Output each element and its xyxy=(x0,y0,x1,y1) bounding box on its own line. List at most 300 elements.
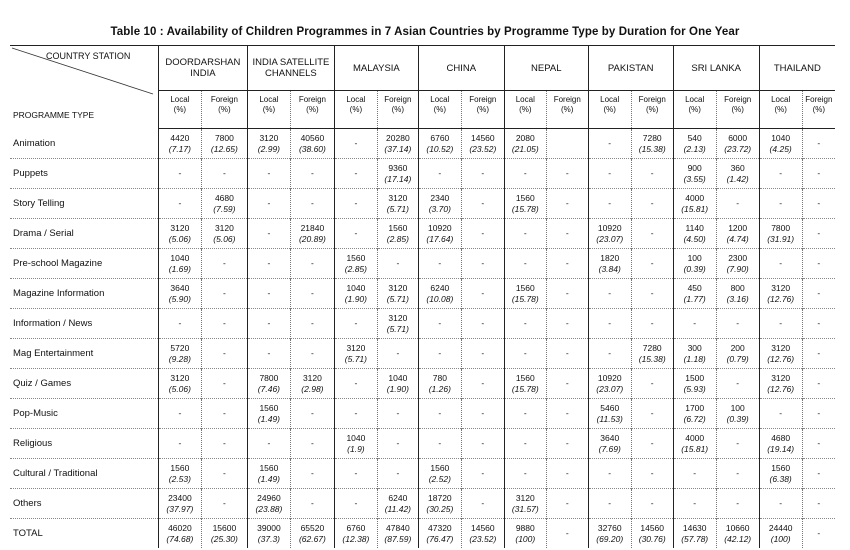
duration-value: - xyxy=(608,198,612,208)
value-cell xyxy=(716,309,759,339)
local-subheader: Local (%) xyxy=(418,91,461,129)
value-cell xyxy=(588,459,631,489)
duration-value: - xyxy=(565,438,569,448)
value-cell xyxy=(588,159,631,189)
percent-value: (76.47) xyxy=(426,533,454,544)
value-cell xyxy=(588,369,631,399)
table-row xyxy=(10,219,835,249)
value-cell xyxy=(201,489,247,519)
table-row xyxy=(10,249,835,279)
duration-value: 4000 xyxy=(685,432,705,443)
duration-value: - xyxy=(736,198,740,208)
value-cell xyxy=(418,129,461,159)
value-cell xyxy=(158,489,201,519)
value-cell xyxy=(588,489,631,519)
duration-value: 800 xyxy=(730,282,745,293)
duration-value: - xyxy=(650,438,654,448)
station-header: NEPAL xyxy=(504,46,588,91)
duration-value: 6240 xyxy=(388,492,408,503)
duration-value: - xyxy=(310,288,314,298)
percent-value: (2.99) xyxy=(257,143,281,154)
value-cell xyxy=(673,459,716,489)
duration-value: 1560 xyxy=(430,462,450,473)
value-cell xyxy=(802,129,835,159)
value-cell xyxy=(158,219,201,249)
duration-value: - xyxy=(178,408,182,418)
value-cell xyxy=(158,189,201,219)
duration-value: - xyxy=(354,138,358,148)
value-cell xyxy=(461,339,504,369)
programme-type-label: PROGRAMME TYPE xyxy=(13,110,95,120)
value-cell xyxy=(334,399,377,429)
value-cell xyxy=(673,429,716,459)
value-cell xyxy=(290,219,334,249)
local-subheader: Local (%) xyxy=(158,91,201,129)
percent-value: (74.68) xyxy=(166,533,194,544)
value-cell xyxy=(673,189,716,219)
value-cell xyxy=(334,519,377,549)
value-cell xyxy=(504,429,546,459)
value-cell xyxy=(418,159,461,189)
duration-value: 1560 xyxy=(515,282,535,293)
duration-value: - xyxy=(817,348,821,358)
value-cell xyxy=(802,489,835,519)
value-cell xyxy=(158,159,201,189)
value-cell xyxy=(631,489,673,519)
value-cell xyxy=(377,159,418,189)
value-cell xyxy=(461,309,504,339)
value-cell xyxy=(546,519,588,549)
duration-value: 39000 xyxy=(257,522,281,533)
duration-value: 4680 xyxy=(771,432,791,443)
value-cell xyxy=(546,459,588,489)
value-cell xyxy=(716,429,759,459)
value-cell xyxy=(290,189,334,219)
duration-value: 1820 xyxy=(600,252,620,263)
duration-value: 1700 xyxy=(685,402,705,413)
duration-value: 1140 xyxy=(685,222,704,233)
station-header: CHINA xyxy=(418,46,504,91)
duration-value: - xyxy=(481,318,485,328)
percent-value: (30.76) xyxy=(638,533,666,544)
value-cell xyxy=(247,309,290,339)
programme-type-cell: Story Telling xyxy=(10,189,158,219)
duration-value: 1040 xyxy=(346,282,366,293)
percent-value: (3.70) xyxy=(428,203,451,214)
value-cell xyxy=(334,249,377,279)
value-cell xyxy=(759,429,802,459)
value-cell xyxy=(201,399,247,429)
value-cell xyxy=(290,399,334,429)
percent-value: (5.06) xyxy=(168,233,191,244)
value-cell xyxy=(631,309,673,339)
duration-value: - xyxy=(438,348,442,358)
duration-value: 3120 xyxy=(388,282,408,293)
percent-value: (4.74) xyxy=(726,233,749,244)
duration-value: - xyxy=(817,378,821,388)
duration-value: 3120 xyxy=(771,372,791,383)
value-cell xyxy=(716,129,759,159)
duration-value: 3640 xyxy=(170,282,190,293)
value-cell xyxy=(504,159,546,189)
duration-value: - xyxy=(650,258,654,268)
percent-value: (31.57) xyxy=(511,503,539,514)
value-cell xyxy=(201,369,247,399)
programme-type-cell: Information / News xyxy=(10,309,158,339)
programme-type-cell: TOTAL xyxy=(10,519,158,549)
value-cell xyxy=(716,219,759,249)
table-row xyxy=(10,309,835,339)
duration-value: - xyxy=(267,198,271,208)
table-row xyxy=(10,129,835,159)
duration-value: 1560 xyxy=(515,192,535,203)
value-cell xyxy=(201,219,247,249)
percent-value: (5.93) xyxy=(683,383,706,394)
percent-value: (0.39) xyxy=(683,263,706,274)
duration-value: - xyxy=(523,258,527,268)
percent-value: (19.14) xyxy=(767,443,795,454)
value-cell xyxy=(716,489,759,519)
duration-value: - xyxy=(222,348,226,358)
value-cell xyxy=(290,279,334,309)
value-cell xyxy=(631,519,673,549)
total-row xyxy=(10,519,835,549)
programme-type-cell: Pre-school Magazine xyxy=(10,249,158,279)
value-cell xyxy=(716,279,759,309)
percent-value: (23.52) xyxy=(469,533,497,544)
duration-value: 1040 xyxy=(170,252,190,263)
percent-value: (2.53) xyxy=(168,473,191,484)
duration-value: 5460 xyxy=(600,402,620,413)
duration-value: - xyxy=(178,168,182,178)
duration-value: 14630 xyxy=(682,522,707,533)
value-cell xyxy=(588,399,631,429)
duration-value: - xyxy=(354,468,358,478)
percent-value: (10.52) xyxy=(426,143,454,154)
duration-value: - xyxy=(565,318,569,328)
programme-type-cell: Puppets xyxy=(10,159,158,189)
value-cell xyxy=(759,249,802,279)
duration-value: - xyxy=(565,348,569,358)
duration-value: 40560 xyxy=(300,132,325,143)
value-cell xyxy=(290,249,334,279)
duration-value: 100 xyxy=(730,402,745,413)
duration-value: - xyxy=(565,288,569,298)
duration-value: - xyxy=(523,228,527,238)
value-cell xyxy=(759,399,802,429)
duration-value: - xyxy=(693,468,697,478)
percent-value: (1.90) xyxy=(386,383,409,394)
duration-value: - xyxy=(178,438,182,448)
duration-value: 1560 xyxy=(388,222,408,233)
duration-value: - xyxy=(310,318,314,328)
percent-value: (30.25) xyxy=(426,503,454,514)
percent-value: (11.42) xyxy=(384,503,412,514)
value-cell xyxy=(418,339,461,369)
duration-value: 7800 xyxy=(259,372,279,383)
value-cell xyxy=(631,429,673,459)
percent-value: (62.67) xyxy=(298,533,326,544)
value-cell xyxy=(546,309,588,339)
duration-value: 1560 xyxy=(259,402,279,413)
local-subheader: Local (%) xyxy=(334,91,377,129)
value-cell xyxy=(377,309,418,339)
duration-value: - xyxy=(310,438,314,448)
percent-value: (23.07) xyxy=(596,233,624,244)
value-cell xyxy=(418,369,461,399)
duration-value: 1560 xyxy=(346,252,366,263)
value-cell xyxy=(673,309,716,339)
value-cell xyxy=(377,489,418,519)
programme-type-cell: Magazine Information xyxy=(10,279,158,309)
duration-value: 47320 xyxy=(428,522,452,533)
duration-value: - xyxy=(438,258,442,268)
duration-value: - xyxy=(608,468,612,478)
value-cell xyxy=(716,399,759,429)
foreign-subheader: Foreign (%) xyxy=(546,91,588,129)
value-cell xyxy=(802,219,835,249)
value-cell xyxy=(418,399,461,429)
value-cell xyxy=(716,249,759,279)
duration-value: - xyxy=(222,168,226,178)
percent-value: (15.78) xyxy=(511,203,539,214)
value-cell xyxy=(334,339,377,369)
percent-value: (7.90) xyxy=(726,263,749,274)
value-cell xyxy=(504,519,546,549)
duration-value: - xyxy=(481,198,485,208)
value-cell xyxy=(247,369,290,399)
table-row xyxy=(10,339,835,369)
value-cell xyxy=(716,519,759,549)
duration-value: 9360 xyxy=(388,162,408,173)
duration-value: - xyxy=(222,378,226,388)
duration-value: 47840 xyxy=(386,522,410,533)
value-cell xyxy=(588,339,631,369)
duration-value: 6000 xyxy=(728,132,748,143)
programme-type-cell: Religious xyxy=(10,429,158,459)
value-cell xyxy=(546,279,588,309)
value-cell xyxy=(759,459,802,489)
duration-value: - xyxy=(817,288,821,298)
duration-value: 18720 xyxy=(428,492,452,503)
duration-value: - xyxy=(267,258,271,268)
value-cell xyxy=(631,279,673,309)
duration-value: - xyxy=(523,408,527,418)
duration-value: - xyxy=(523,438,527,448)
duration-value: - xyxy=(650,318,654,328)
duration-value: 2080 xyxy=(515,132,535,143)
duration-value: - xyxy=(396,468,400,478)
value-cell xyxy=(247,129,290,159)
table-row xyxy=(10,459,835,489)
percent-value: (15.81) xyxy=(681,443,709,454)
duration-value: - xyxy=(310,348,314,358)
duration-value: - xyxy=(817,138,821,148)
value-cell xyxy=(461,219,504,249)
duration-value: 1560 xyxy=(259,462,279,473)
duration-value: 1560 xyxy=(170,462,190,473)
duration-value: - xyxy=(267,288,271,298)
table-row xyxy=(10,279,835,309)
value-cell xyxy=(631,249,673,279)
percent-value: (7.17) xyxy=(168,143,191,154)
value-cell xyxy=(334,489,377,519)
duration-value: 900 xyxy=(687,162,702,173)
duration-value: - xyxy=(396,258,400,268)
duration-value: - xyxy=(608,348,612,358)
value-cell xyxy=(201,309,247,339)
duration-value: 2300 xyxy=(728,252,748,263)
programme-type-cell: Pop-Music xyxy=(10,399,158,429)
duration-value: 780 xyxy=(432,372,447,383)
value-cell xyxy=(631,159,673,189)
value-cell xyxy=(247,159,290,189)
duration-value: 1040 xyxy=(388,372,408,383)
percent-value: (1.77) xyxy=(683,293,706,304)
value-cell xyxy=(247,459,290,489)
duration-value: - xyxy=(817,258,821,268)
duration-value: 7280 xyxy=(642,342,662,353)
table-row xyxy=(10,189,835,219)
duration-value: 20280 xyxy=(386,132,410,143)
value-cell xyxy=(247,279,290,309)
percent-value: (5.71) xyxy=(344,353,367,364)
value-cell xyxy=(588,219,631,249)
value-cell xyxy=(247,189,290,219)
duration-value: - xyxy=(565,228,569,238)
value-cell xyxy=(802,249,835,279)
value-cell xyxy=(759,489,802,519)
value-cell xyxy=(546,399,588,429)
duration-value: 3120 xyxy=(259,132,279,143)
duration-value: 24960 xyxy=(257,492,281,503)
percent-value: (2.98) xyxy=(301,383,324,394)
percent-value: (23.72) xyxy=(724,143,752,154)
value-cell xyxy=(290,429,334,459)
percent-value: (15.38) xyxy=(638,143,666,154)
percent-value: (17.64) xyxy=(426,233,454,244)
percent-value: (100) xyxy=(770,533,791,544)
value-cell xyxy=(461,429,504,459)
duration-value: - xyxy=(650,408,654,418)
duration-value: - xyxy=(817,198,821,208)
value-cell xyxy=(290,369,334,399)
value-cell xyxy=(759,129,802,159)
value-cell xyxy=(158,339,201,369)
duration-value: 3120 xyxy=(771,282,791,293)
value-cell xyxy=(201,279,247,309)
value-cell xyxy=(290,339,334,369)
duration-value: - xyxy=(523,318,527,328)
duration-value: - xyxy=(817,468,821,478)
value-cell xyxy=(759,279,802,309)
value-cell xyxy=(802,429,835,459)
percent-value: (2.52) xyxy=(428,473,451,484)
duration-value: - xyxy=(396,438,400,448)
value-cell xyxy=(759,369,802,399)
value-cell xyxy=(673,129,716,159)
percent-value: (15.78) xyxy=(511,383,539,394)
table-row xyxy=(10,429,835,459)
duration-value: - xyxy=(222,498,226,508)
value-cell xyxy=(377,279,418,309)
station-header: DOORDARSHAN INDIA xyxy=(158,46,247,91)
duration-value: 1560 xyxy=(515,372,535,383)
value-cell xyxy=(673,369,716,399)
percent-value: (0.39) xyxy=(726,413,749,424)
value-cell xyxy=(588,429,631,459)
value-cell xyxy=(504,369,546,399)
duration-value: - xyxy=(396,348,400,358)
percent-value: (4.50) xyxy=(683,233,706,244)
value-cell xyxy=(546,129,588,159)
percent-value: (1.26) xyxy=(428,383,451,394)
duration-value: 7280 xyxy=(642,132,662,143)
value-cell xyxy=(546,489,588,519)
percent-value: (15.81) xyxy=(681,203,709,214)
table-row xyxy=(10,399,835,429)
value-cell xyxy=(504,489,546,519)
duration-value: 4680 xyxy=(214,192,234,203)
value-cell xyxy=(377,459,418,489)
duration-value: - xyxy=(565,408,569,418)
duration-value: 65520 xyxy=(300,522,325,533)
percent-value: (15.78) xyxy=(511,293,539,304)
table-row xyxy=(10,489,835,519)
duration-value: 4420 xyxy=(170,132,190,143)
value-cell xyxy=(334,459,377,489)
duration-value: 14560 xyxy=(640,522,665,533)
value-cell xyxy=(759,159,802,189)
value-cell xyxy=(334,129,377,159)
value-cell xyxy=(201,519,247,549)
value-cell xyxy=(546,219,588,249)
value-cell xyxy=(716,339,759,369)
percent-value: (17.14) xyxy=(384,173,412,184)
duration-value: - xyxy=(565,168,569,178)
value-cell xyxy=(290,159,334,189)
value-cell xyxy=(290,129,334,159)
value-cell xyxy=(546,339,588,369)
duration-value: - xyxy=(650,468,654,478)
percent-value: (10.08) xyxy=(426,293,454,304)
duration-value: - xyxy=(222,468,226,478)
value-cell xyxy=(546,369,588,399)
duration-value: - xyxy=(438,168,442,178)
percent-value: (3.55) xyxy=(683,173,706,184)
duration-value: 23400 xyxy=(168,492,192,503)
value-cell xyxy=(673,279,716,309)
value-cell xyxy=(802,369,835,399)
percent-value: (9.28) xyxy=(168,353,191,364)
duration-value: 10920 xyxy=(597,222,622,233)
percent-value: (12.76) xyxy=(767,293,795,304)
duration-value: - xyxy=(565,498,569,508)
value-cell xyxy=(673,159,716,189)
value-cell xyxy=(158,429,201,459)
value-cell xyxy=(201,339,247,369)
value-cell xyxy=(802,459,835,489)
value-cell xyxy=(158,399,201,429)
duration-value: - xyxy=(222,318,226,328)
value-cell xyxy=(201,159,247,189)
duration-value: 7800 xyxy=(214,132,234,143)
foreign-subheader: Foreign (%) xyxy=(201,91,247,129)
duration-value: 1500 xyxy=(685,372,705,383)
duration-value: - xyxy=(481,228,485,238)
duration-value: - xyxy=(438,438,442,448)
value-cell xyxy=(461,519,504,549)
